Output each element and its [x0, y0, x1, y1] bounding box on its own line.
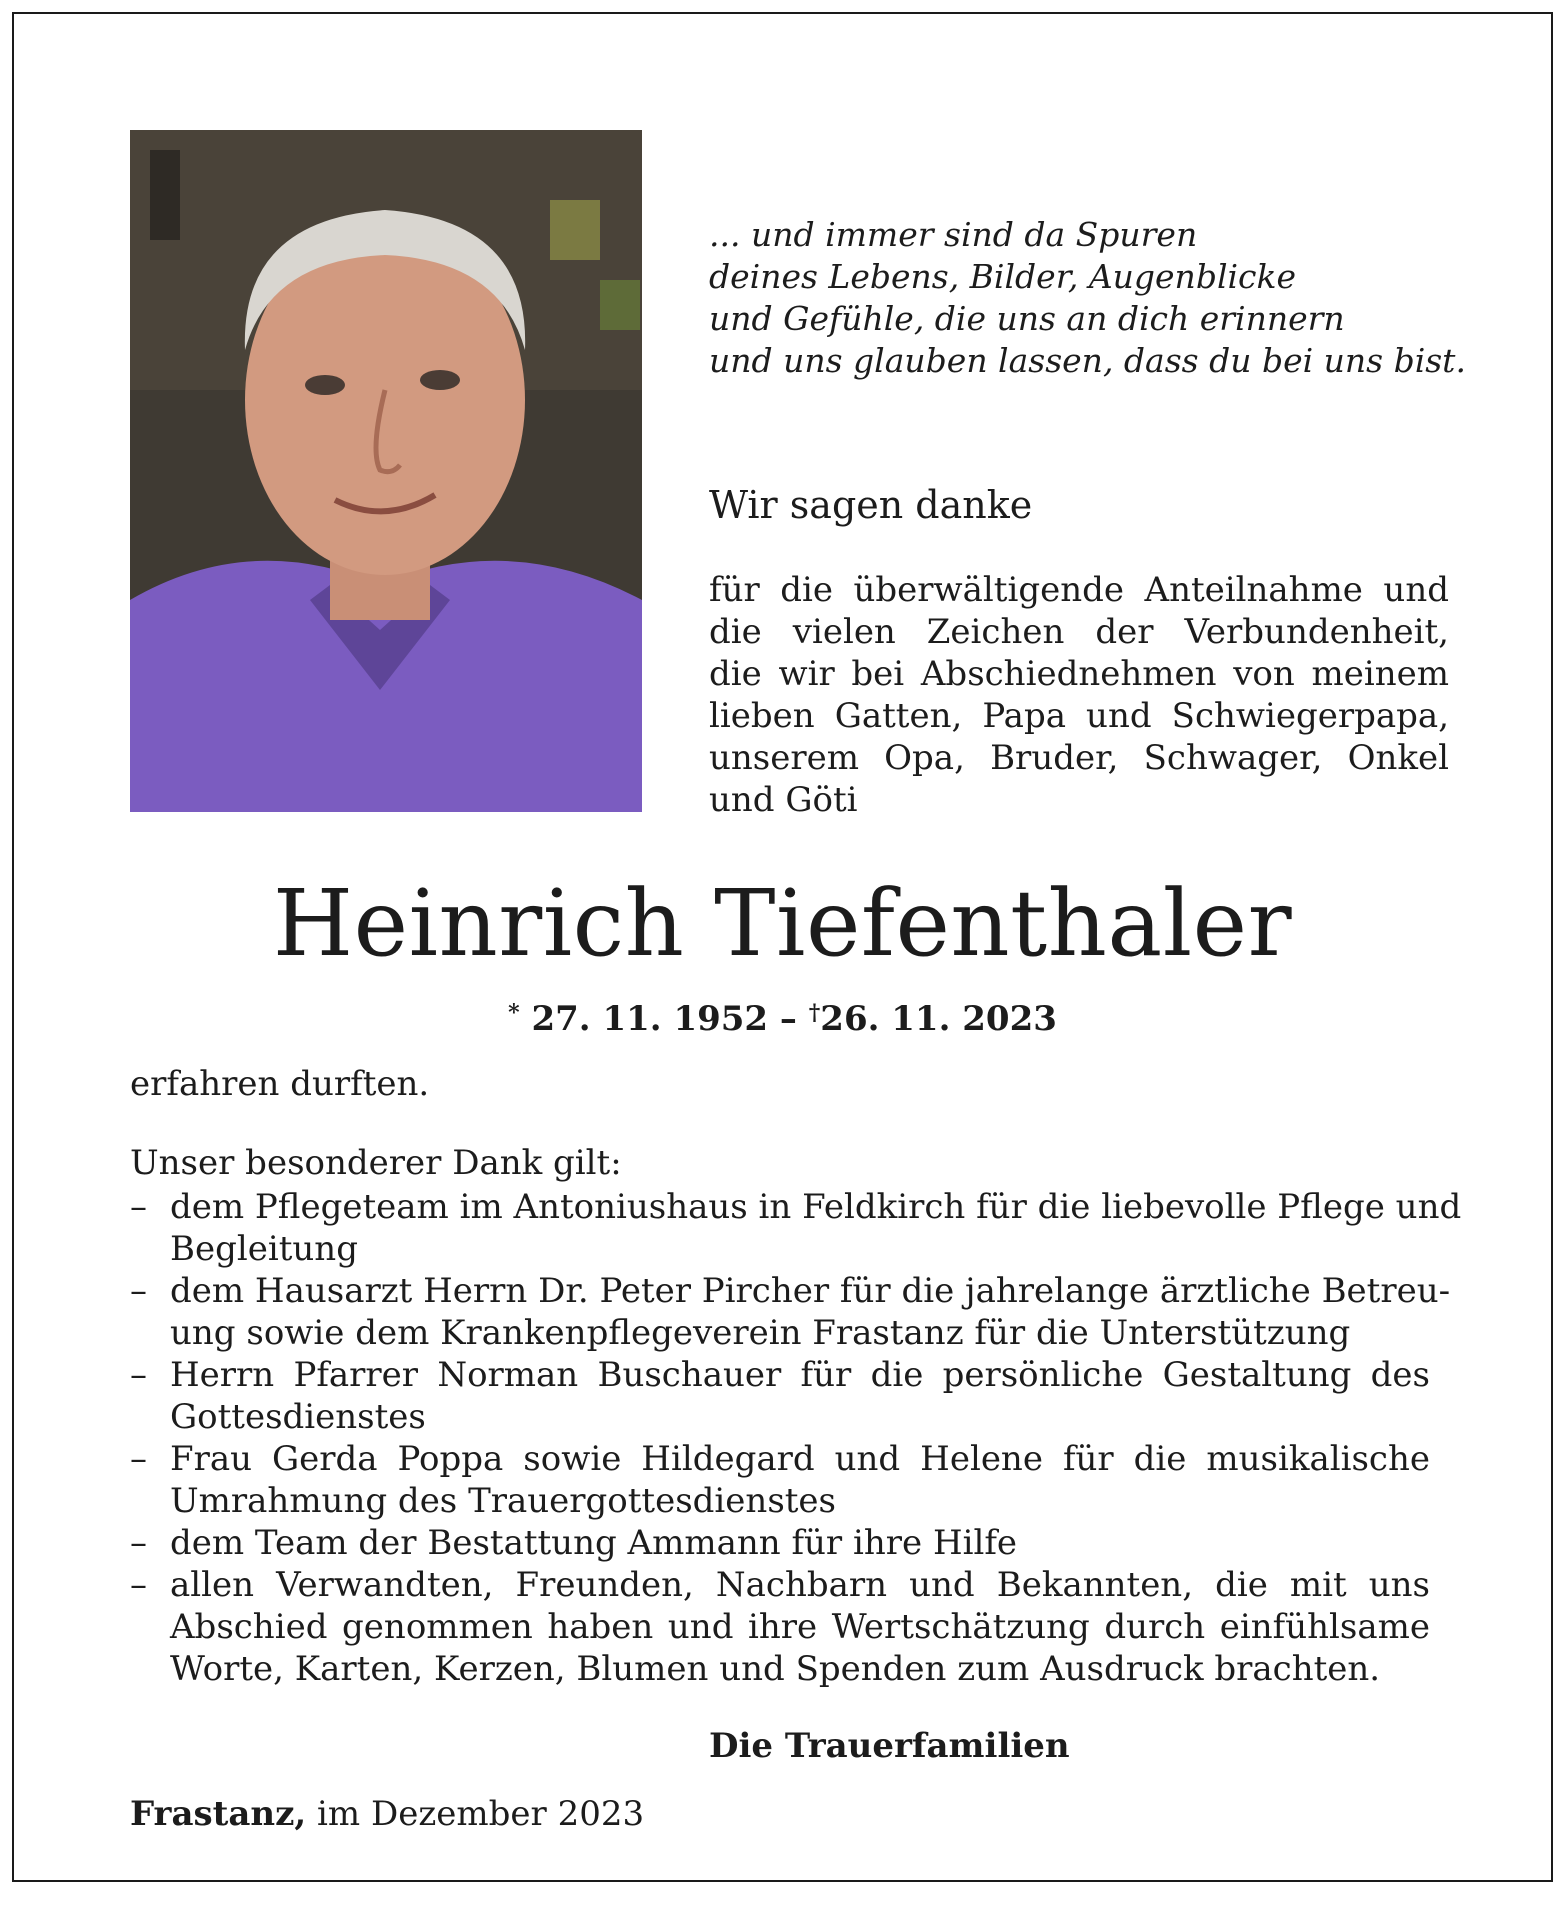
thanks-line: unserem Opa, Bruder, Schwager, Onkel	[709, 738, 1449, 778]
photo-object	[550, 200, 600, 260]
thanks-line: die vielen Zeichen der Verbundenheit,	[709, 612, 1449, 652]
quote-line: und Gefühle, die uns an dich erinnern	[709, 299, 1345, 338]
death-date: 26. 11. 2023	[820, 999, 1057, 1039]
quote-line: deines Lebens, Bilder, Augenblicke	[709, 257, 1297, 296]
list-item-line: – dem Hausarzt Herrn Dr. Peter Pircher für die jahrelange ärztliche Betreu-	[170, 1271, 1451, 1311]
list-item-line: Umrahmung des Trauergottesdienstes	[170, 1481, 837, 1521]
date-separator: –	[779, 999, 797, 1039]
photo-object	[600, 280, 640, 330]
thanks-paragraph	[709, 569, 1449, 821]
photo-object	[150, 150, 180, 240]
portrait-photo	[130, 130, 642, 812]
list-item-line: Worte, Karten, Kerzen, Blumen und Spenden zum Ausdruck brachten.	[170, 1649, 1381, 1689]
special-thanks-intro: Unser besonderer Dank gilt:	[130, 1143, 622, 1183]
list-item-line: Begleitung	[170, 1229, 358, 1269]
list-item-line: – Herrn Pfarrer Norman Buschauer für die persönliche Gestaltung des	[170, 1355, 1430, 1395]
list-item-line: ung sowie dem Krankenpflegeverein Frastanz für die Unterstützung	[170, 1313, 1351, 1353]
place-town: Frastanz,	[130, 1794, 307, 1834]
quote-line: ... und immer sind da Spuren	[709, 215, 1198, 254]
right-eye	[420, 370, 460, 390]
memorial-quote	[709, 214, 1469, 382]
list-item-line: – dem Pflegeteam im Antoniushaus in Feldkirch für die liebevolle Pflege und	[170, 1187, 1462, 1227]
thanks-line: die wir bei Abschiednehmen von meinem	[709, 654, 1449, 694]
thanks-continuation: erfahren durften.	[130, 1064, 430, 1104]
list-item	[130, 1522, 1430, 1564]
life-dates	[14, 991, 1551, 1041]
deceased-name: Heinrich Tiefenthaler	[272, 870, 1293, 977]
list-item	[130, 1186, 1462, 1270]
quote-line: und uns glauben lassen, dass du bei uns bist.	[709, 341, 1466, 380]
list-item-line: Abschied genommen haben und ihre Wertschätzung durch einfühlsame	[170, 1607, 1430, 1647]
list-item	[130, 1354, 1430, 1438]
thanks-line: und Göti	[709, 780, 858, 820]
special-thanks-list	[130, 1186, 1462, 1690]
place-and-date	[130, 1792, 644, 1836]
obituary-page	[12, 12, 1553, 1882]
birth-date: 27. 11. 1952	[531, 999, 769, 1039]
death-symbol: †	[808, 1000, 821, 1026]
place-date: im Dezember 2023	[317, 1794, 645, 1834]
list-item-line: – Frau Gerda Poppa sowie Hildegard und Helene für die musikalische	[170, 1439, 1430, 1479]
list-item-line: – dem Team der Bestattung Ammann für ihre Hilfe	[170, 1523, 1018, 1563]
list-item	[130, 1270, 1451, 1354]
birth-symbol: *	[508, 1000, 520, 1026]
list-item	[130, 1438, 1430, 1522]
list-item-line: – allen Verwandten, Freunden, Nachbarn und Bekannten, die mit uns	[170, 1565, 1430, 1605]
portrait-illustration	[130, 130, 642, 812]
left-eye	[305, 375, 345, 395]
list-item	[130, 1564, 1430, 1690]
thanks-heading: Wir sagen danke	[709, 483, 1033, 527]
family-signoff: Die Trauerfamilien	[709, 1726, 1070, 1766]
thanks-line: für die überwältigende Anteilnahme und	[709, 570, 1449, 610]
list-item-line: Gottesdienstes	[170, 1397, 426, 1437]
thanks-line: lieben Gatten, Papa und Schwiegerpapa,	[709, 696, 1449, 736]
